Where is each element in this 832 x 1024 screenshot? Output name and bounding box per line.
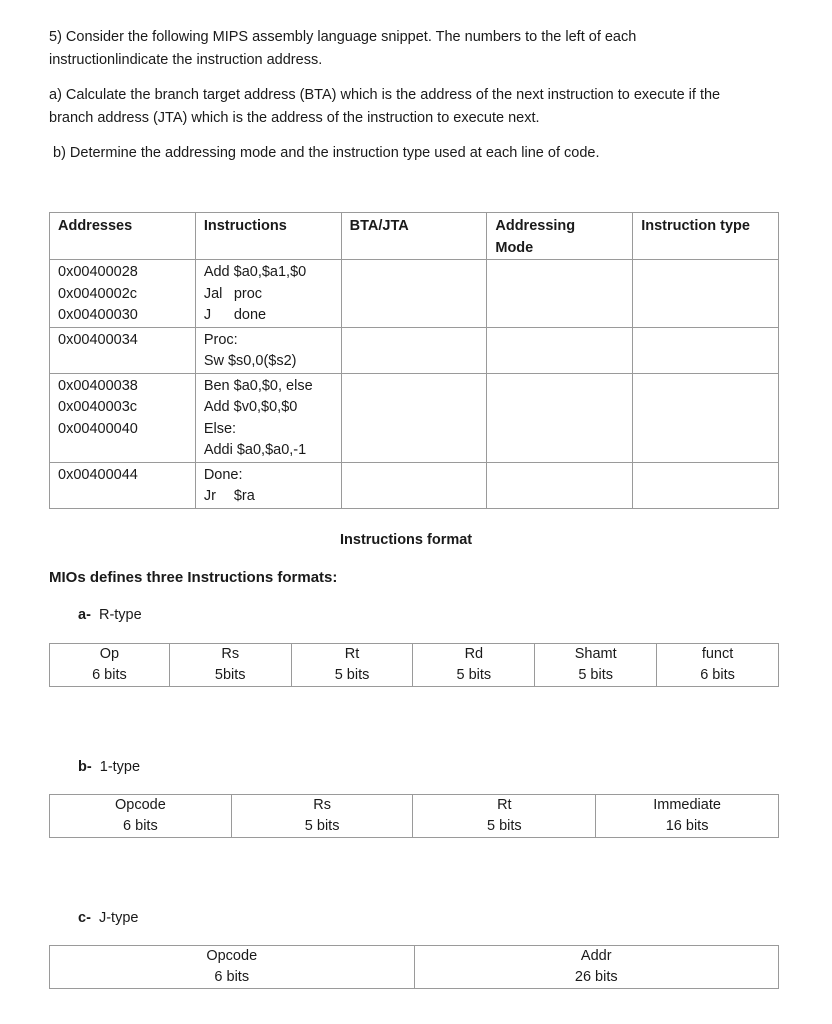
address-cell: 0x00400044 [50,462,196,508]
instruction-type-cell[interactable] [633,373,779,462]
formats-intro: MIOs defines three Instructions formats: [49,569,338,586]
field-name: Opcode [50,795,232,817]
addressing-mode-cell[interactable] [487,260,633,328]
instruction-cell: Add $a0,$a1,$0 Jal proc J done [195,260,341,328]
field-bits: 16 bits [596,816,779,838]
bta-jta-cell[interactable] [341,327,487,373]
field-bits: 6 bits [50,665,170,687]
field-name: Opcode [50,946,415,968]
question-intro [49,26,636,72]
header-addressing-mode: Addressing Mode [487,213,633,260]
field-name: Immediate [596,795,779,817]
field-name: Rd [413,644,535,666]
field-bits: 6 bits [50,816,232,838]
i-type-format-table [49,794,779,838]
header-instruction-type: Instruction type [633,213,779,260]
field-bits: 6 bits [657,665,779,687]
j-type-label: c- J-type [78,910,139,926]
r-type-format-table [49,643,779,687]
instruction-cell: Proc: Sw $s0,0($s2) [195,327,341,373]
question-line-1: 5) Consider the following MIPS assembly language snippet. The numbers to the left of each [49,29,637,45]
bta-jta-cell[interactable] [341,462,487,508]
j-type-format-table [49,945,779,989]
addressing-mode-cell[interactable] [487,373,633,462]
instruction-cell: Done: Jr $ra [195,462,341,508]
field-name: Addr [414,946,779,968]
table-row [50,373,779,462]
question-line-2: instructionlindicate the instruction address. [49,52,323,68]
address-cell: 0x00400034 [50,327,196,373]
bta-jta-cell[interactable] [341,373,487,462]
instruction-type-cell[interactable] [633,327,779,373]
field-bits: 26 bits [414,967,779,989]
field-name: Rt [413,795,596,817]
answer-table [49,212,779,509]
formats-section-title: Instructions format [340,532,473,548]
addressing-mode-cell[interactable] [487,327,633,373]
field-name: Rs [231,795,413,817]
header-bta-jta: BTA/JTA [341,213,487,260]
i-type-label: b- 1-type [78,759,141,775]
field-bits: 5 bits [413,816,596,838]
part-a-line-1: a) Calculate the branch target address (BTA) which is the address of the next instruction to execute if the [49,87,721,103]
field-name: Op [50,644,170,666]
table-row [50,462,779,508]
table-row [50,260,779,328]
field-name: Shamt [535,644,657,666]
field-name: Rt [291,644,413,666]
table-header-row [50,213,779,260]
address-cell: 0x00400038 0x0040003c 0x00400040 [50,373,196,462]
instruction-cell: Ben $a0,$0, else Add $v0,$0,$0 Else: Addi $a0,$a0,-1 [195,373,341,462]
r-type-label: a- R-type [78,607,142,623]
part-a-line-2: branch address (JTA) which is the address of the instruction to execute next. [49,110,540,126]
header-addresses: Addresses [50,213,196,260]
part-a-text [49,84,720,130]
address-cell: 0x00400028 0x0040002c 0x00400030 [50,260,196,328]
instruction-type-cell[interactable] [633,260,779,328]
instruction-type-cell[interactable] [633,462,779,508]
field-bits: 6 bits [50,967,415,989]
addressing-mode-cell[interactable] [487,462,633,508]
field-bits: 5bits [169,665,291,687]
field-name: Rs [169,644,291,666]
table-row [50,327,779,373]
bta-jta-cell[interactable] [341,260,487,328]
field-name: funct [657,644,779,666]
field-bits: 5 bits [231,816,413,838]
header-instructions: Instructions [195,213,341,260]
field-bits: 5 bits [413,665,535,687]
part-b-text: b) Determine the addressing mode and the instruction type used at each line of code. [53,145,600,161]
field-bits: 5 bits [291,665,413,687]
field-bits: 5 bits [535,665,657,687]
